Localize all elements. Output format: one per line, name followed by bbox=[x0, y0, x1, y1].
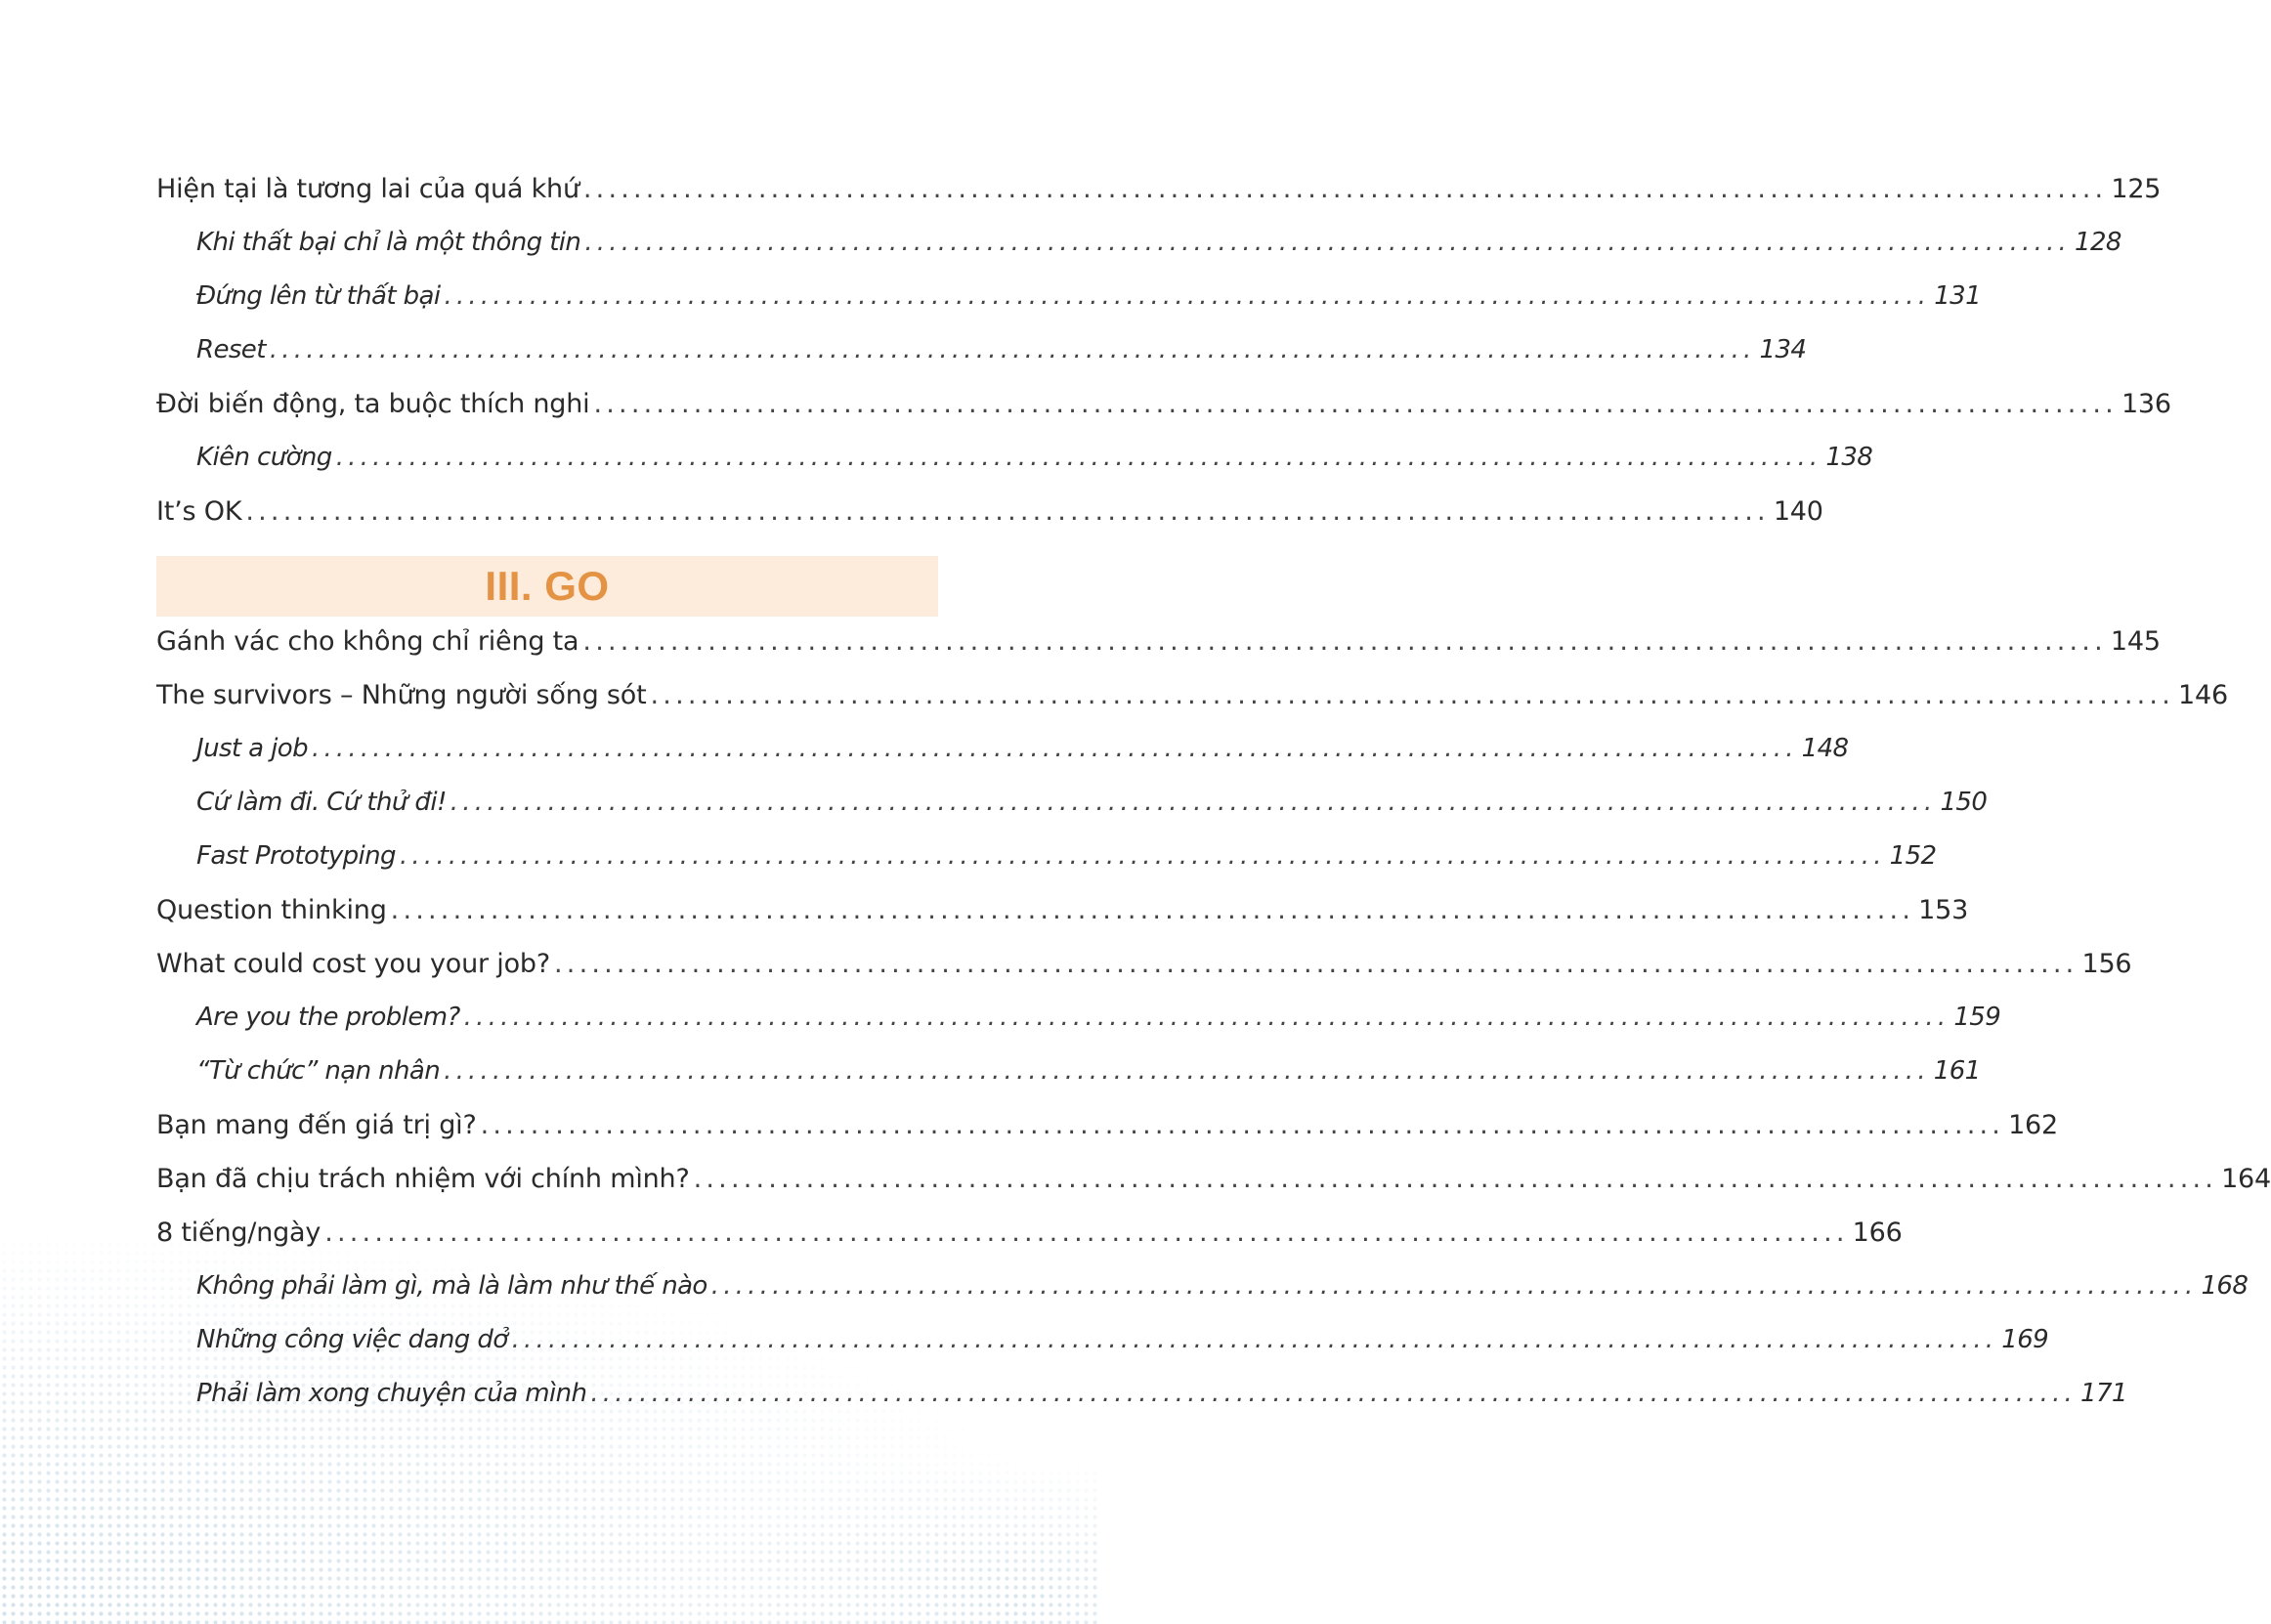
toc-entry bbox=[156, 389, 2171, 443]
toc-subentry bbox=[156, 228, 2121, 281]
toc-entry-title: Question thinking bbox=[156, 895, 387, 925]
toc-entry-title: Không phải làm gì, mà là làm như thế nào bbox=[196, 1271, 707, 1301]
toc-subentry bbox=[156, 281, 1982, 335]
toc-page-number: 153 bbox=[1918, 895, 1969, 925]
dot-leader: .......................................................................................................................... bbox=[582, 174, 2108, 204]
dot-leader: .......................................................................................................................... bbox=[463, 1003, 1950, 1032]
toc-page-number: 148 bbox=[1801, 734, 1849, 763]
dot-leader: .......................................................................................................................... bbox=[269, 335, 1756, 364]
dot-leader: .......................................................................................................................... bbox=[444, 1056, 1930, 1086]
toc-entry-title: The survivors – Những người sống sót bbox=[156, 680, 647, 710]
toc-page-number: 168 bbox=[2201, 1271, 2249, 1301]
toc-subentry bbox=[156, 788, 1988, 841]
dot-leader: .......................................................................................................................... bbox=[450, 788, 1937, 817]
toc-subentry bbox=[156, 1271, 2249, 1325]
toc-page-number: 131 bbox=[1934, 281, 1982, 311]
toc-entry-title: Đời biến động, ta buộc thích nghi bbox=[156, 389, 590, 419]
toc-entry bbox=[156, 680, 2228, 734]
dot-leader: .......................................................................................................................... bbox=[584, 228, 2071, 257]
section-header-band bbox=[156, 556, 938, 617]
toc-page-number: 164 bbox=[2221, 1164, 2271, 1194]
toc-entry bbox=[156, 1110, 2059, 1164]
dot-leader: .......................................................................................................................... bbox=[554, 949, 2078, 979]
toc-page-number: 162 bbox=[2008, 1110, 2059, 1140]
toc-page-number: 145 bbox=[2110, 626, 2161, 657]
toc-subentry bbox=[156, 1056, 1981, 1110]
toc-entry-title: “Từ chức” nạn nhân bbox=[196, 1056, 441, 1086]
toc-entry-title: Just a job bbox=[196, 734, 308, 763]
toc-entry-title: Bạn mang đến giá trị gì? bbox=[156, 1110, 477, 1140]
dot-leader: .......................................................................................................................... bbox=[245, 496, 1770, 527]
dot-leader: .......................................................................................................................... bbox=[693, 1164, 2218, 1194]
toc-entry bbox=[156, 174, 2162, 228]
toc-entry-title: Khi thất bại chỉ là một thông tin bbox=[196, 228, 581, 257]
toc-page-number: 140 bbox=[1773, 496, 1823, 527]
toc-page-number: 166 bbox=[1852, 1218, 1903, 1248]
toc-subentry bbox=[156, 734, 1849, 788]
toc-page-number: 161 bbox=[1933, 1056, 1981, 1086]
toc-entry bbox=[156, 949, 2132, 1003]
toc-entry bbox=[156, 1164, 2271, 1218]
toc-page-number: 138 bbox=[1825, 443, 1873, 472]
toc-entry bbox=[156, 496, 1823, 550]
toc-subentry bbox=[156, 841, 1937, 895]
dot-leader: .......................................................................................................................... bbox=[582, 626, 2107, 657]
toc-page-number: 159 bbox=[1953, 1003, 2001, 1032]
toc-subentry bbox=[156, 1379, 2127, 1432]
toc-entry bbox=[156, 1218, 1903, 1271]
toc-entry-title: Are you the problem? bbox=[196, 1003, 460, 1032]
dot-leader: .......................................................................................................................... bbox=[324, 1218, 1849, 1248]
dot-leader: .......................................................................................................................... bbox=[590, 1379, 2078, 1408]
toc-page-number: 150 bbox=[1940, 788, 1988, 817]
dot-leader: .......................................................................................................................... bbox=[444, 281, 1931, 311]
toc-page-number: 156 bbox=[2081, 949, 2132, 979]
table-of-contents bbox=[156, 174, 2271, 1432]
dot-leader: .......................................................................................................................... bbox=[399, 841, 1886, 871]
dot-leader: .......................................................................................................................... bbox=[650, 680, 2174, 710]
toc-page-number: 169 bbox=[2001, 1325, 2049, 1354]
toc-entry-title: What could cost you your job? bbox=[156, 949, 550, 979]
toc-entry-title: Cứ làm đi. Cứ thử đi! bbox=[196, 788, 447, 817]
toc-page-number: 128 bbox=[2075, 228, 2121, 257]
toc-page-number: 125 bbox=[2111, 174, 2162, 204]
toc-entry-title: 8 tiếng/ngày bbox=[156, 1218, 321, 1248]
dot-leader: .......................................................................................................................... bbox=[593, 389, 2118, 419]
toc-page-number: 146 bbox=[2177, 680, 2228, 710]
dot-leader: .......................................................................................................................... bbox=[511, 1325, 1998, 1354]
toc-page-number: 152 bbox=[1889, 841, 1937, 871]
dot-leader: .......................................................................................................................... bbox=[335, 443, 1822, 472]
toc-page-number: 171 bbox=[2080, 1379, 2127, 1408]
toc-entry-title: Bạn đã chịu trách nhiệm với chính mình? bbox=[156, 1164, 690, 1194]
dot-leader: .......................................................................................................................... bbox=[480, 1110, 2005, 1140]
toc-entry bbox=[156, 895, 1969, 949]
dot-leader: .......................................................................................................................... bbox=[311, 734, 1798, 763]
toc-page-number: 136 bbox=[2121, 389, 2171, 419]
toc-entry-title: Reset bbox=[196, 335, 266, 364]
toc-entry-title: It’s OK bbox=[156, 496, 242, 527]
toc-subentry bbox=[156, 335, 1807, 389]
section-title: III. GO bbox=[485, 563, 610, 609]
toc-entry-title: Phải làm xong chuyện của mình bbox=[196, 1379, 587, 1408]
toc-subentry bbox=[156, 1003, 2001, 1056]
dot-leader: .......................................................................................................................... bbox=[390, 895, 1915, 925]
toc-subentry bbox=[156, 1325, 2049, 1379]
toc-entry-title: Gánh vác cho không chỉ riêng ta bbox=[156, 626, 579, 657]
dot-leader: .......................................................................................................................... bbox=[710, 1271, 2198, 1301]
toc-entry-title: Đứng lên từ thất bại bbox=[196, 281, 441, 311]
toc-entry-title: Kiên cường bbox=[196, 443, 332, 472]
toc-entry-title: Những công việc dang dở bbox=[196, 1325, 508, 1354]
toc-entry-title: Hiện tại là tương lai của quá khứ bbox=[156, 174, 579, 204]
toc-entry bbox=[156, 626, 2161, 680]
toc-page-number: 134 bbox=[1759, 335, 1807, 364]
toc-subentry bbox=[156, 443, 1873, 496]
toc-entry-title: Fast Prototyping bbox=[196, 841, 396, 871]
